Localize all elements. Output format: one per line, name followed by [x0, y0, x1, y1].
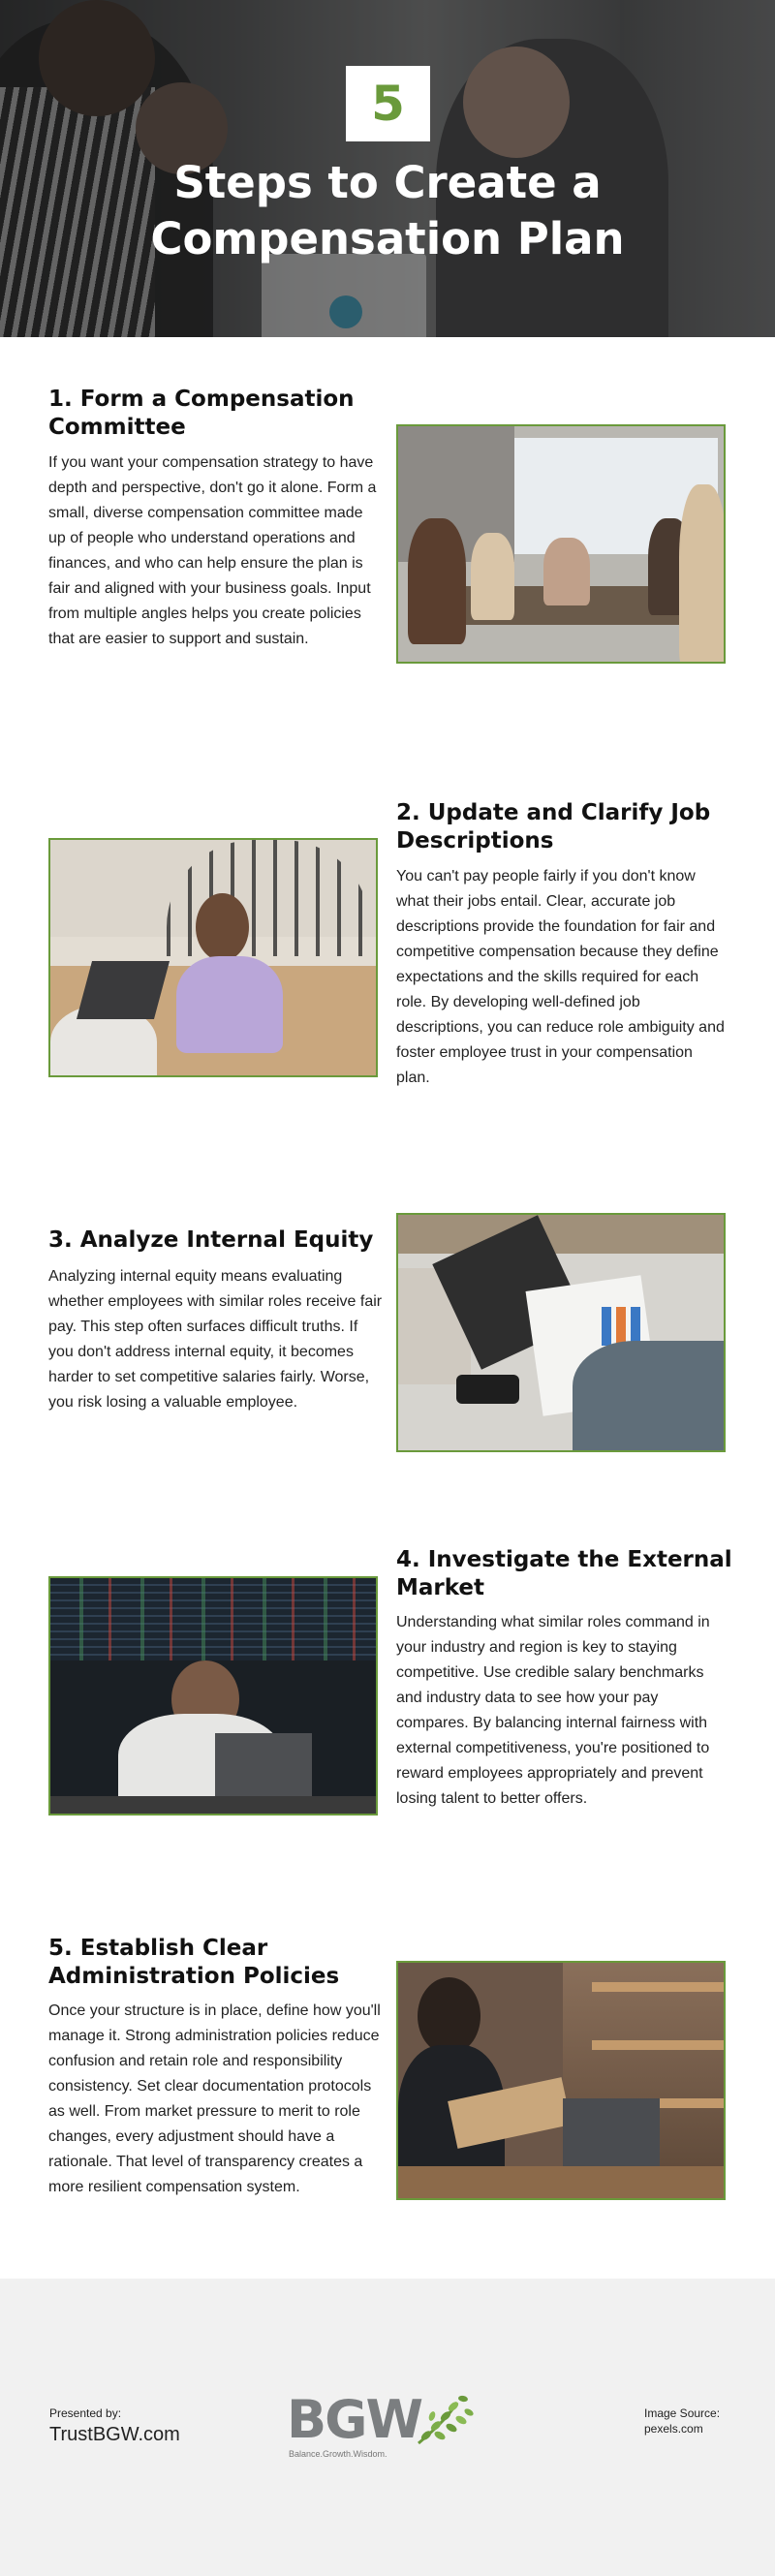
photo-shelf-board	[592, 1982, 726, 1992]
step-1-body: If you want your compensation strategy to have depth and perspective, don't go it alone. Form a small, diverse compensation committee made up of people who understand operations and finances, and who can help ensure the plan is fair and aligned with your business goals. Input from multiple angles helps you create policies that are easier to support and sustain.	[48, 454, 377, 647]
woman-folder-photo	[396, 1961, 726, 2200]
step-count: 5	[371, 76, 405, 132]
photo-laptop	[77, 961, 170, 1019]
documents-desk-photo	[396, 1213, 726, 1452]
photo-head	[196, 893, 249, 961]
presented-by-label: Presented by:	[49, 2406, 122, 2420]
team-meeting-photo	[396, 424, 726, 664]
photo-person	[408, 518, 466, 644]
photo-bar-graphic	[602, 1307, 650, 1346]
bgw-logo-tagline: Balance.Growth.Wisdom.	[289, 2449, 388, 2459]
step-5-body: Once your structure is in place, define how you'll manage it. Strong administration policies reduce confusion and retain role and responsibility consistency. Set clear documentation protocols as well. From market pressure to merit to role changes, every adjustment should have a rationale. That level of transparency creates a more resilient compensation system.	[48, 2002, 381, 2195]
photo-background	[398, 1215, 726, 1254]
photo-stock-ticker	[50, 1578, 378, 1660]
image-source-label: Image Source:	[644, 2406, 721, 2420]
photo-desk	[398, 2166, 726, 2200]
photo-person	[543, 538, 590, 605]
woman-laptop-photo	[48, 838, 378, 1077]
step-4-title: 4. Investigate the External Market	[396, 1547, 732, 1600]
bgw-logo	[287, 2391, 490, 2459]
man-stock-screens-photo	[48, 1576, 378, 1816]
step-2-body: You can't pay people fairly if you don't know what their jobs entail. Clear, accurate job descriptions provide the foundation for fair and competitive compensation because they define expectations and the skills required for each role. By developing well-defined job descriptions, you can reduce role ambiguity and foster employee trust in your compensation plan.	[396, 868, 725, 1086]
step-5-title: 5. Establish Clear Administration Policies	[48, 1936, 340, 1989]
page-title	[0, 155, 775, 267]
photo-person	[471, 533, 514, 620]
step-4-body: Understanding what similar roles command in your industry and region is key to staying competitive. Use credible salary benchmarks and industry data to see how your pay compares. By balancing internal fairness with external competitiveness, you're positioned to reward employees appropriately and prevent losing talent to better offers.	[396, 1614, 710, 1807]
photo-person	[679, 484, 726, 664]
photo-person	[176, 956, 283, 1053]
bgw-logo-text: BGW	[287, 2389, 422, 2450]
photo-shelf-board	[592, 2040, 726, 2050]
photo-desk	[50, 1796, 378, 1816]
step-2-title: 2. Update and Clarify Job Descriptions	[396, 800, 711, 853]
photo-phone	[456, 1375, 519, 1404]
step-3-title: 3. Analyze Internal Equity	[48, 1227, 374, 1253]
presented-by-site[interactable]: TrustBGW.com	[49, 2424, 180, 2445]
photo-arm	[573, 1341, 726, 1452]
photo-laptop	[563, 2098, 660, 2171]
page-title-line2: Compensation Plan	[150, 213, 625, 264]
photo-laptop	[215, 1733, 312, 1806]
page-title-line1: Steps to Create a	[173, 157, 602, 208]
step-1-title: 1. Form a Compensation Committee	[48, 387, 355, 440]
step-count-badge	[346, 66, 430, 141]
step-3-body: Analyzing internal equity means evaluating whether employees with similar roles receive fair pay. This step often surfaces difficult truths. If you don't address internal equity, it becomes harder to set competitive salaries fairly. Worse, you risk losing a valuable employee.	[48, 1268, 383, 1411]
photo-head	[418, 1977, 480, 2055]
leaf-sprig-icon	[413, 2393, 490, 2451]
image-source-site[interactable]: pexels.com	[644, 2422, 703, 2436]
